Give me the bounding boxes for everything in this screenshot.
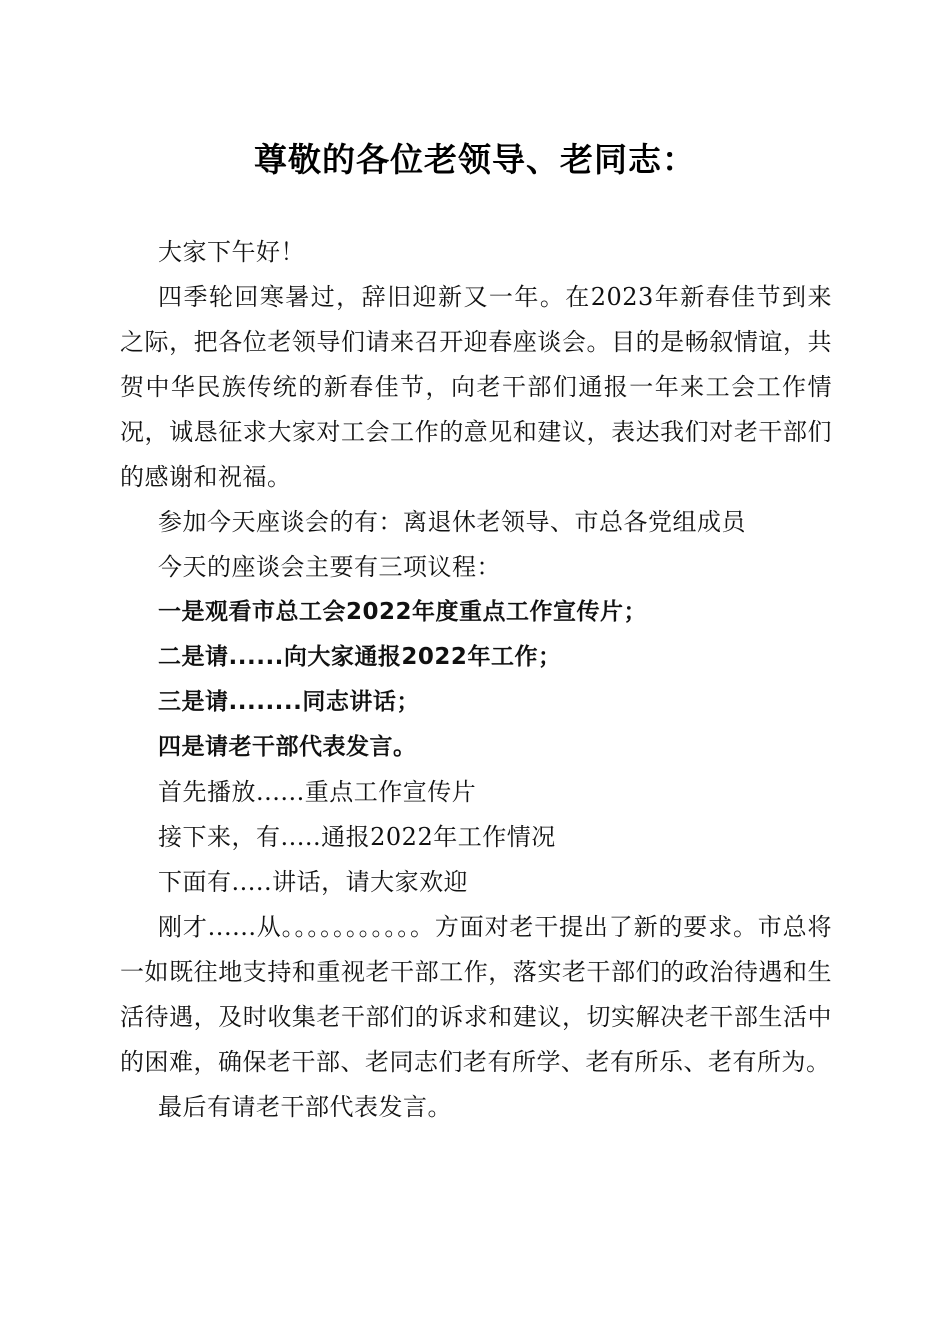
attendees-paragraph: 参加今天座谈会的有：离退休老领导、市总各党组成员 [158,508,746,536]
agenda-item-1: 一是观看市总工会2022年度重点工作宣传片； [158,599,648,625]
summary-paragraph: 刚才......从。。。。。。。。。。。方面对老干提出了新的要求。市总将一如既往地支持和重视老干部工作，落实老干部们的政治待遇和生活待遇，及时收集老干部们的诉求和建议，切实解决老干部生活中的困难，确保老干部、老同志们老有所学、老有所乐、老有所为。 [120,913,832,1076]
opening-paragraph: 四季轮回寒暑过，辞旧迎新又一年。在2023年新春佳节到来之际，把各位老领导们请来召开迎春座谈会。目的是畅叙情谊，共贺中华民族传统的新春佳节，向老干部们通报一年来工会工作情况，诚恳征求大家对工会工作的意见和建议，表达我们对老干部们的感谢和祝福。 [120,283,832,491]
agenda-item-3: 三是请........同志讲话； [158,689,420,715]
document-title: 尊敬的各位老领导、老同志： [254,140,696,179]
step-paragraph-3: 下面有.....讲话，请大家欢迎 [158,868,469,896]
agenda-item-4: 四是请老干部代表发言。 [158,734,417,760]
step-paragraph-1: 首先播放......重点工作宣传片 [158,778,477,806]
agenda-intro-paragraph: 今天的座谈会主要有三项议程： [158,553,501,581]
closing-paragraph: 最后有请老干部代表发言。 [158,1093,452,1121]
document-body [120,230,832,1130]
agenda-item-2: 二是请......向大家通报2022年工作； [158,644,562,670]
greeting-paragraph: 大家下午好！ [158,238,305,266]
step-paragraph-2: 接下来，有.....通报2022年工作情况 [158,823,556,851]
